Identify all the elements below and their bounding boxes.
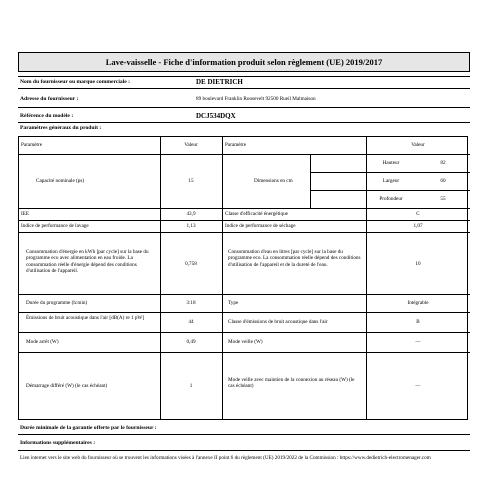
standby-value: — <box>415 339 421 345</box>
extra-info-heading: Informations supplémentaires : <box>20 440 96 446</box>
divider <box>18 76 470 77</box>
standby-label: Mode veille (W) <box>228 339 263 345</box>
width-value: 60 <box>440 178 446 184</box>
water-consumption-value: 10 <box>415 261 421 267</box>
supplier-label: Nom du fournisseur ou marque commerciale : <box>20 79 131 85</box>
row-divider <box>18 352 470 353</box>
divider <box>18 450 470 451</box>
col-header-value2: Valeur <box>411 142 425 148</box>
row-divider <box>310 172 470 173</box>
address-label: Adresse du fournisseur : <box>20 96 79 102</box>
type-label: Type <box>228 300 239 306</box>
network-standby-label: Mode veille avec maintien de la connexion au réseau (W) (le cas échéant) <box>228 377 355 390</box>
energy-class-value: C <box>416 211 420 217</box>
dim-divider <box>310 154 311 208</box>
capacity-value: 15 <box>188 178 194 184</box>
dry-value: 1,07 <box>413 223 423 229</box>
col-divider <box>222 136 223 420</box>
iee-label: IEE <box>21 211 30 217</box>
noise-value: 44 <box>188 319 194 325</box>
noise-class-value: B <box>416 319 420 325</box>
delayed-start-value: 1 <box>189 383 193 389</box>
row-divider <box>310 190 470 191</box>
page-title: Lave-vaisselle - Fiche d'information produit selon règlement (UE) 2019/2017 <box>105 57 383 67</box>
depth-value: 55 <box>440 196 446 202</box>
divider <box>18 122 470 123</box>
row-divider <box>18 294 470 295</box>
noise-label: Émissions de bruit acoustique dans l'air [dB(A) re 1 pW] <box>26 315 145 321</box>
off-mode-label: Mode arrêt (W) <box>26 339 59 345</box>
depth-label: Profondeur <box>379 196 403 202</box>
row-divider <box>18 312 470 313</box>
type-value: Intégrable <box>407 300 429 306</box>
row-divider <box>18 154 470 155</box>
params-heading: Paramètres généraux du produit : <box>20 125 102 131</box>
water-consumption-label: Consommation d'eau en litres [par cycle] sur la base du programme eco. La consommation réelle dépend des conditions d'utilisation de l'appareil et de la dureté de l'eau. <box>228 249 361 268</box>
divider <box>18 434 470 435</box>
energy-consumption-label: Consommation d'énergie en kWh [par cycle] sur la base du programme eco avec alimentation en eau froide. La consommation réelle d'énergie dépend des conditions d'utilisation de l'appareil. <box>26 249 149 275</box>
height-label: Hauteur <box>382 160 400 166</box>
row-divider <box>18 220 470 221</box>
wash-label: Indice de performance de lavage <box>21 223 89 229</box>
energy-class-label: Classe d'efficacité énergétique <box>225 211 288 217</box>
address-value: 89 boulevard Franklin Roosevelt 92500 Rueil Malmaison <box>196 96 316 102</box>
energy-consumption-value: 0,758 <box>185 261 197 267</box>
row-divider <box>18 232 470 233</box>
delayed-start-label: Démarrage différé (W) (le cas échéant) <box>26 383 108 389</box>
dimensions-label: Dimensions en cm <box>254 178 293 184</box>
supplier-value: DE DIETRICH <box>196 78 243 86</box>
dry-label: Indice de performance de séchage <box>225 223 296 229</box>
network-standby-value: — <box>415 383 421 389</box>
col-header-param: Paramètre <box>21 142 43 148</box>
width-label: Largeur <box>382 178 400 184</box>
noise-class-label: Classe d'émissions de bruit acoustique dans l'air <box>228 319 328 325</box>
model-label: Référence du modèle : <box>20 113 74 119</box>
warranty-label: Durée minimale de la garantie offerte par le fournisseur : <box>20 425 157 431</box>
title-banner <box>18 52 470 72</box>
duration-label: Durée du programme (h:min) <box>26 300 88 306</box>
capacity-label: Capacité nominale (ps) <box>36 178 85 184</box>
iee-value: 43,9 <box>186 211 196 217</box>
model-value: DCJ534DQX <box>196 112 236 120</box>
wash-value: 1,13 <box>186 223 196 229</box>
duration-value: 3:18 <box>186 300 196 306</box>
divider <box>18 88 470 89</box>
height-value: 82 <box>440 160 446 166</box>
divider <box>18 107 470 108</box>
col-header-value: Valeur <box>184 142 198 148</box>
off-mode-value: 0,49 <box>186 339 196 345</box>
col-header-param2: Paramètre <box>225 142 247 148</box>
row-divider <box>18 208 470 209</box>
extra-info-text: Lien internet vers le site web du fournisseur où se trouvent les informations visées à l'annexe II point 6 du règlement (UE) 2019/2022 de la Commission : https://www.dedietrich-electromenager.com <box>20 455 431 461</box>
row-divider <box>18 332 470 333</box>
